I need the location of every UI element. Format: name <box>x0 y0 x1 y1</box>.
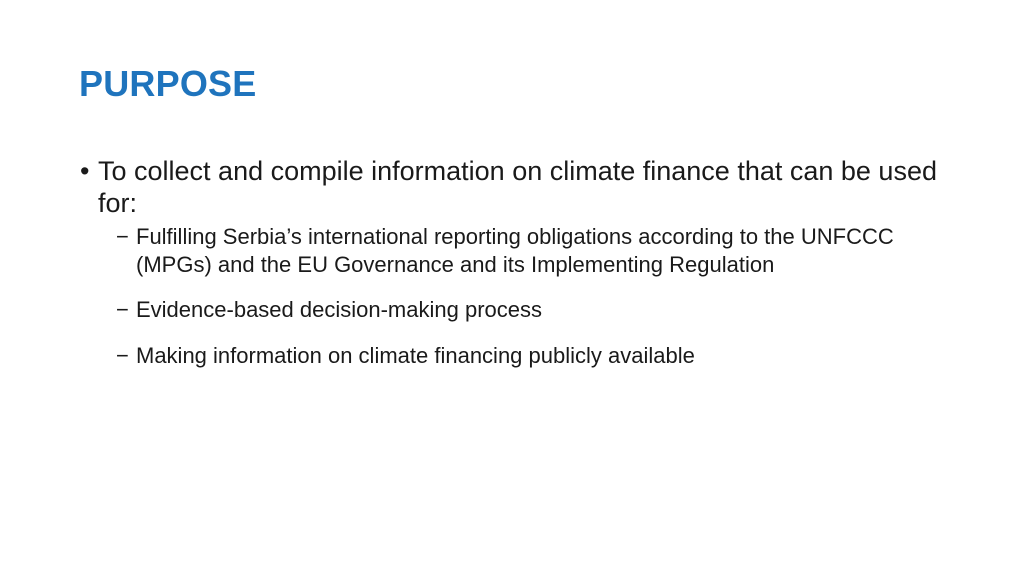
sub-bullet-text: Fulfilling Serbia’s international reporting obligations according to the UNFCCC (MPGs) and the EU Governance and its Implementing Regulation <box>136 224 894 277</box>
dash-marker: − <box>116 342 129 368</box>
sub-bullet-item <box>116 223 960 278</box>
sub-bullet-text: Evidence-based decision-making process <box>136 297 542 322</box>
bullet-item <box>80 155 960 219</box>
sub-bullet-item <box>116 342 960 370</box>
sub-bullet-text: Making information on climate financing publicly available <box>136 342 695 368</box>
bullet-text: To collect and compile information on climate finance that can be used for: <box>98 156 937 218</box>
dash-marker: − <box>116 297 129 322</box>
sub-bullet-list <box>80 223 960 369</box>
slide-title: PURPOSE <box>79 63 257 104</box>
bullet-marker: • <box>80 156 90 186</box>
sub-bullet-item <box>116 296 960 324</box>
dash-marker: − <box>116 224 129 249</box>
slide-content <box>80 155 960 387</box>
